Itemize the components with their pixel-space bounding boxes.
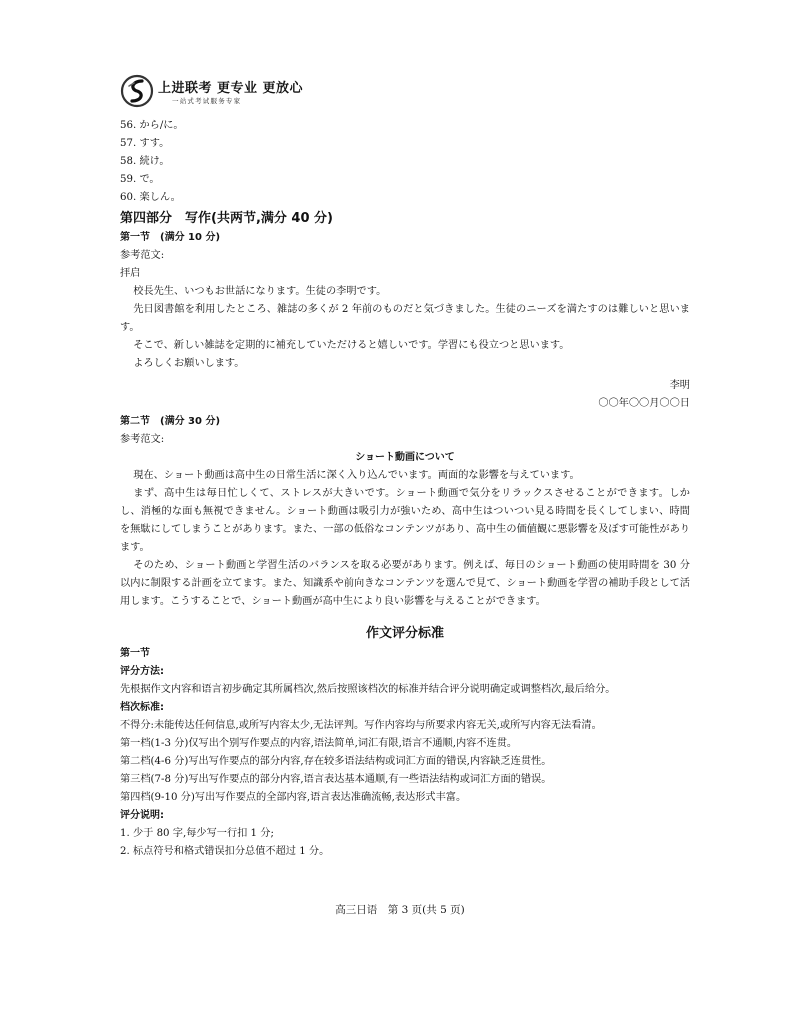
note-item: 2. 标点符号和格式错误扣分总值不超过 1 分。	[120, 846, 330, 857]
essay-title: ショート動画について	[355, 452, 455, 463]
level-item: 第四档(9-10 分)写出写作要点的全部内容,语言表达准确流畅,表达形式丰富。	[120, 792, 467, 803]
letter-paragraph: そこで、新しい雑誌を定期的に補充していただけると嬉しいです。学習にも役立つと思います。	[133, 340, 570, 351]
level-item: 第二档(4-6 分)写出写作要点的部分内容,存在较多语法结构或词汇方面的错误,内容缺乏连贯性。	[120, 756, 552, 767]
page-footer: 高三日语 第 3 页(共 5 页)	[335, 904, 465, 916]
letter-greeting: 拝启	[120, 268, 141, 279]
level-item: 第三档(7-8 分)写出写作要点的部分内容,语言表达基本通顺,有一些语法结构或词汇方面的错误。	[120, 774, 552, 785]
essay-paragraph: まず、高中生は毎日忙しくて、ストレスが大きいです。ショート動画で気分をリラックスさせることができます。しかし、消極的な面も無視できません。ショート動画は吸引力が強いため、高中生はついつい見る時間を長くしてしまい、時間を無駄にしてしまうことがあります。また、一部の低俗なコンテンツがあり、高中生の価値観に悪影響を及ぼす可能性があります。	[120, 488, 690, 553]
answer-item: 57. すす。	[120, 138, 170, 149]
essay-paragraph: そのため、ショート動画と学習生活のバランスを取る必要があります。例えば、毎日のショート動画の使用時間を 30 分以内に制限する計画を立てます。また、知識系や前向きなコンテンツを選んで見て、ショート動画を学習の補助手段として活用します。こうすることで、ショート動画が高中生により良い影響を与えることができます。	[120, 560, 690, 607]
answer-item: 58. 続け。	[120, 156, 170, 167]
answer-item: 60. 楽しん。	[120, 192, 181, 203]
letter-paragraph: よろしくお願いします。	[133, 358, 245, 369]
criteria-section1: 第一节	[120, 648, 150, 659]
method-text: 先根据作文内容和语言初步确定其所属档次,然后按照该档次的标准并结合评分说明确定或调整档次,最后给分。	[120, 684, 616, 695]
letter-date: 〇〇年〇〇月〇〇日	[598, 398, 690, 409]
answer-item: 56. から/に。	[120, 120, 184, 131]
method-label: 评分方法:	[120, 666, 164, 677]
criteria-title: 作文评分标准	[365, 626, 444, 641]
notes-label: 评分说明:	[120, 810, 164, 821]
level-item: 第一档(1-3 分)仅写出个别写作要点的内容,语法简单,词汇有限,语言不通顺,内容不连贯。	[120, 738, 518, 749]
section2-title: 第二节 (满分 30 分)	[120, 416, 221, 427]
reference-label: 参考范文:	[120, 434, 165, 445]
logo-icon	[120, 74, 154, 108]
brand-slogan: 上进联考 更专业 更放心	[158, 81, 304, 96]
section1-title: 第一节 (满分 10 分)	[120, 232, 221, 243]
essay-paragraph: 現在、ショート動画は高中生の日常生活に深く入り込んでいます。両面的な影響を与えています。	[133, 470, 580, 481]
answer-item: 59. で。	[120, 174, 160, 185]
letter-signature: 李明	[669, 380, 690, 391]
letter-paragraph: 先日図書館を利用したところ、雑誌の多くが 2 年前のものだと気づきました。生徒のニーズを満たすのは難しいと思います。	[120, 304, 690, 333]
header	[120, 72, 320, 112]
main-content	[120, 117, 690, 861]
part4-title: 第四部分 写作(共两节,满分 40 分)	[120, 211, 333, 226]
brand-tagline: 一站式考试服务专家	[172, 97, 242, 105]
note-item: 1. 少于 80 字,每少写一行扣 1 分;	[120, 828, 274, 839]
level-item: 不得分:未能传达任何信息,或所写内容太少,无法评判。写作内容均与所要求内容无关,或所写内容无法看清。	[120, 720, 602, 731]
reference-label: 参考范文:	[120, 250, 165, 261]
levels-label: 档次标准:	[120, 702, 164, 713]
letter-paragraph: 校長先生、いつもお世話になります。生徒の李明です。	[133, 286, 387, 297]
